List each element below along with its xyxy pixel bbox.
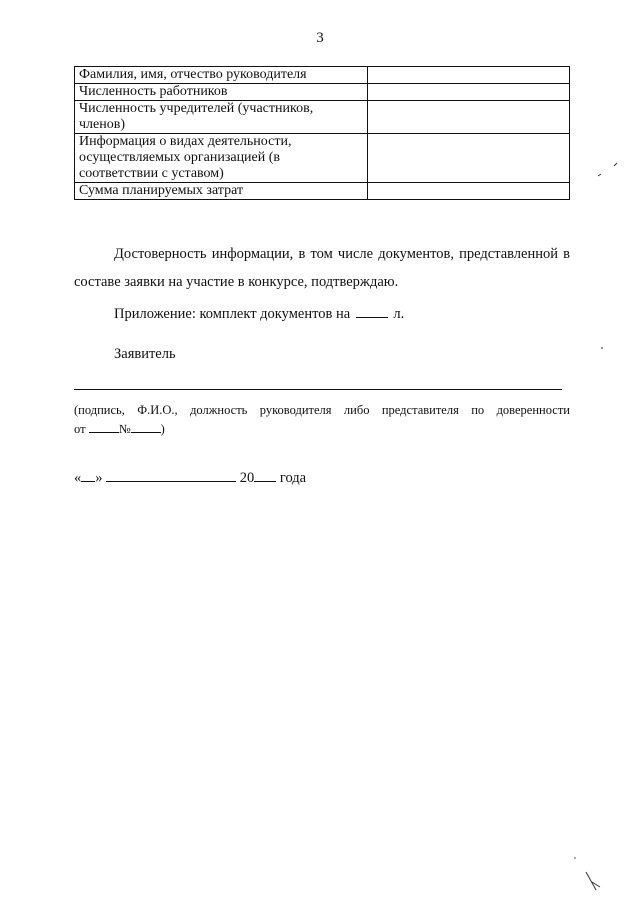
attachment-line — [114, 306, 404, 323]
table-cell-label: Сумма планируемых затрат — [75, 183, 368, 200]
open-quote: « — [74, 470, 82, 486]
attachment-suffix: л. — [393, 306, 405, 322]
day-blank[interactable] — [81, 480, 95, 482]
year-blank[interactable] — [254, 480, 276, 482]
signature-caption: (подпись, Ф.И.О., должность руководителя либо представителя по доверенности — [74, 403, 570, 417]
table-row — [75, 84, 570, 101]
scan-speck-icon — [572, 850, 612, 895]
table-row — [75, 183, 570, 200]
year-suffix: года — [279, 470, 307, 486]
table-cell-label-line: соответствии с уставом) — [79, 166, 224, 181]
applicant-label: Заявитель — [114, 346, 176, 362]
table-row — [75, 67, 570, 84]
attorney-number-blank[interactable] — [131, 431, 161, 433]
close-paren: ) — [160, 422, 165, 436]
confirmation-paragraph: Достоверность информации, в том числе документов, представленной в составе заявки на участие в конкурсе, подтверждаю. — [74, 246, 570, 290]
attorney-date-blank[interactable] — [89, 431, 119, 433]
month-blank[interactable] — [106, 480, 236, 482]
signature-line[interactable] — [74, 389, 562, 390]
table-cell-label-line: Численность учредителей (участников, — [79, 101, 314, 116]
table-cell-label-line: Информация о видах деятельности, — [79, 134, 292, 149]
year-prefix: 20 — [239, 470, 255, 486]
table-row — [75, 101, 570, 134]
table-cell-value[interactable] — [368, 134, 570, 183]
attachment-count-blank[interactable] — [356, 316, 388, 318]
table-cell-value[interactable] — [368, 84, 570, 101]
table-cell-value[interactable] — [368, 67, 570, 84]
table-cell-value[interactable] — [368, 183, 570, 200]
close-quote: » — [95, 470, 103, 486]
table-cell-label-line: осуществляемых организацией (в — [79, 150, 281, 165]
table-cell-label: Численность работников — [75, 84, 368, 101]
table-cell-label-line: членов) — [79, 117, 126, 132]
page-number: 3 — [316, 30, 324, 46]
table-cell-value[interactable] — [368, 101, 570, 134]
table-cell-label — [75, 134, 368, 183]
table-cell-label: Фамилия, имя, отчество руководителя — [75, 67, 368, 84]
from-label: от — [74, 422, 86, 436]
attachment-prefix: Приложение: комплект документов на — [114, 306, 351, 322]
scan-speck-icon — [598, 344, 608, 354]
date-line — [74, 470, 306, 487]
number-sign: № — [118, 422, 131, 436]
power-of-attorney-line — [74, 422, 165, 437]
scan-speck-icon — [596, 160, 620, 180]
table-cell-label — [75, 101, 368, 134]
application-info-table — [74, 66, 570, 200]
table-row — [75, 134, 570, 183]
